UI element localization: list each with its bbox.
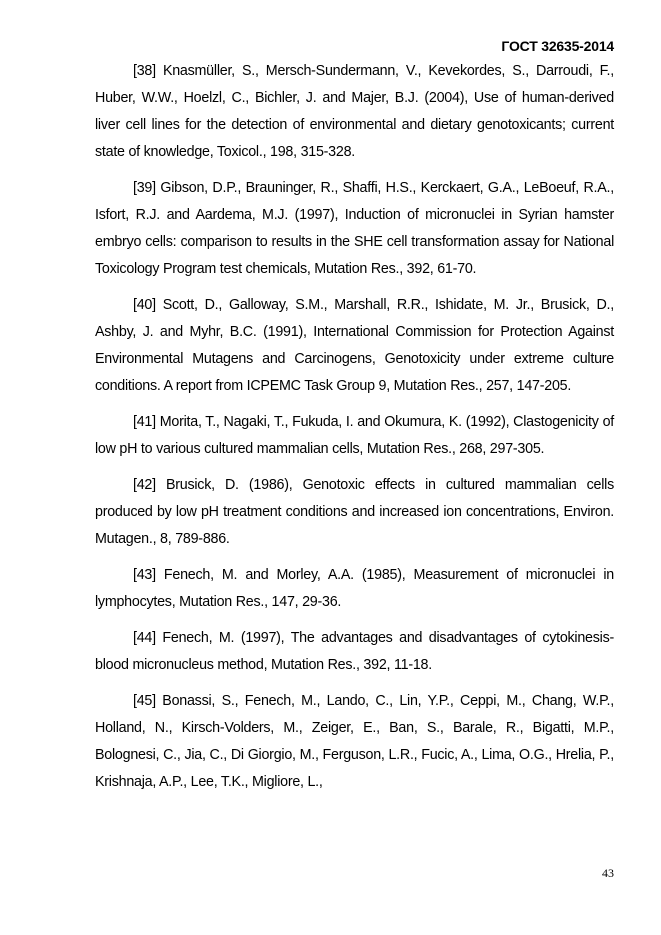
reference-43: [43] Fenech, M. and Morley, A.A. (1985), Measurement of micronuclei in lymphocytes, Mutation Res., 147, 29-36. — [95, 567, 614, 610]
page-number: 43 — [602, 866, 614, 880]
reference-38: [38] Knasmüller, S., Mersch-Sundermann, V., Kevekordes, S., Darroudi, F., Huber, W.W., Hoelzl, C., Bichler, J. and Majer, B.J. (2004), Use of human-derived liver cell lines for the detection of environmental and dietary genotoxicants; current state of knowledge, Toxicol., 198, 315-328. — [95, 63, 614, 160]
reference-40: [40] Scott, D., Galloway, S.M., Marshall, R.R., Ishidate, M. Jr., Brusick, D., Ashby, J. and Myhr, B.C. (1991), International Commission for Protection Against Environmental Mutagens and Carcinogens, Genotoxicity under extreme culture conditions. A report from ICPEMC Task Group 9, Mutation Res., 257, 147-205. — [95, 297, 614, 394]
reference-41: [41] Morita, T., Nagaki, T., Fukuda, I. and Okumura, K. (1992), Clastogenicity of low pH to various cultured mammalian cells, Mutation Res., 268, 297-305. — [95, 414, 614, 457]
reference-44: [44] Fenech, M. (1997), The advantages and disadvantages of cytokinesis-blood micronucleus method, Mutation Res., 392, 11-18. — [95, 630, 614, 673]
standard-header: ГОСТ 32635-2014 — [501, 38, 614, 54]
reference-42: [42] Brusick, D. (1986), Genotoxic effects in cultured mammalian cells produced by low pH treatment conditions and increased ion concentrations, Environ. Mutagen., 8, 789-886. — [95, 477, 614, 547]
reference-45: [45] Bonassi, S., Fenech, M., Lando, C., Lin, Y.P., Ceppi, M., Chang, W.P., Holland, N., Kirsch-Volders, M., Zeiger, E., Ban, S., Barale, R., Bigatti, M.P., Bolognesi, C., Jia, C., Di Giorgio, M., Ferguson, L.R., Fucic, A., Lima, O.G., Hrelia, P., Krishnaja, A.P., Lee, T.K., Migliore, L., — [95, 693, 614, 790]
reference-39: [39] Gibson, D.P., Brauninger, R., Shaffi, H.S., Kerckaert, G.A., LeBoeuf, R.A., Isfort, R.J. and Aardema, M.J. (1997), Induction of micronuclei in Syrian hamster embryo cells: comparison to results in the SHE cell transformation assay for National Toxicology Program test chemicals, Mutation Res., 392, 61-70. — [95, 180, 614, 277]
reference-list — [95, 58, 614, 805]
